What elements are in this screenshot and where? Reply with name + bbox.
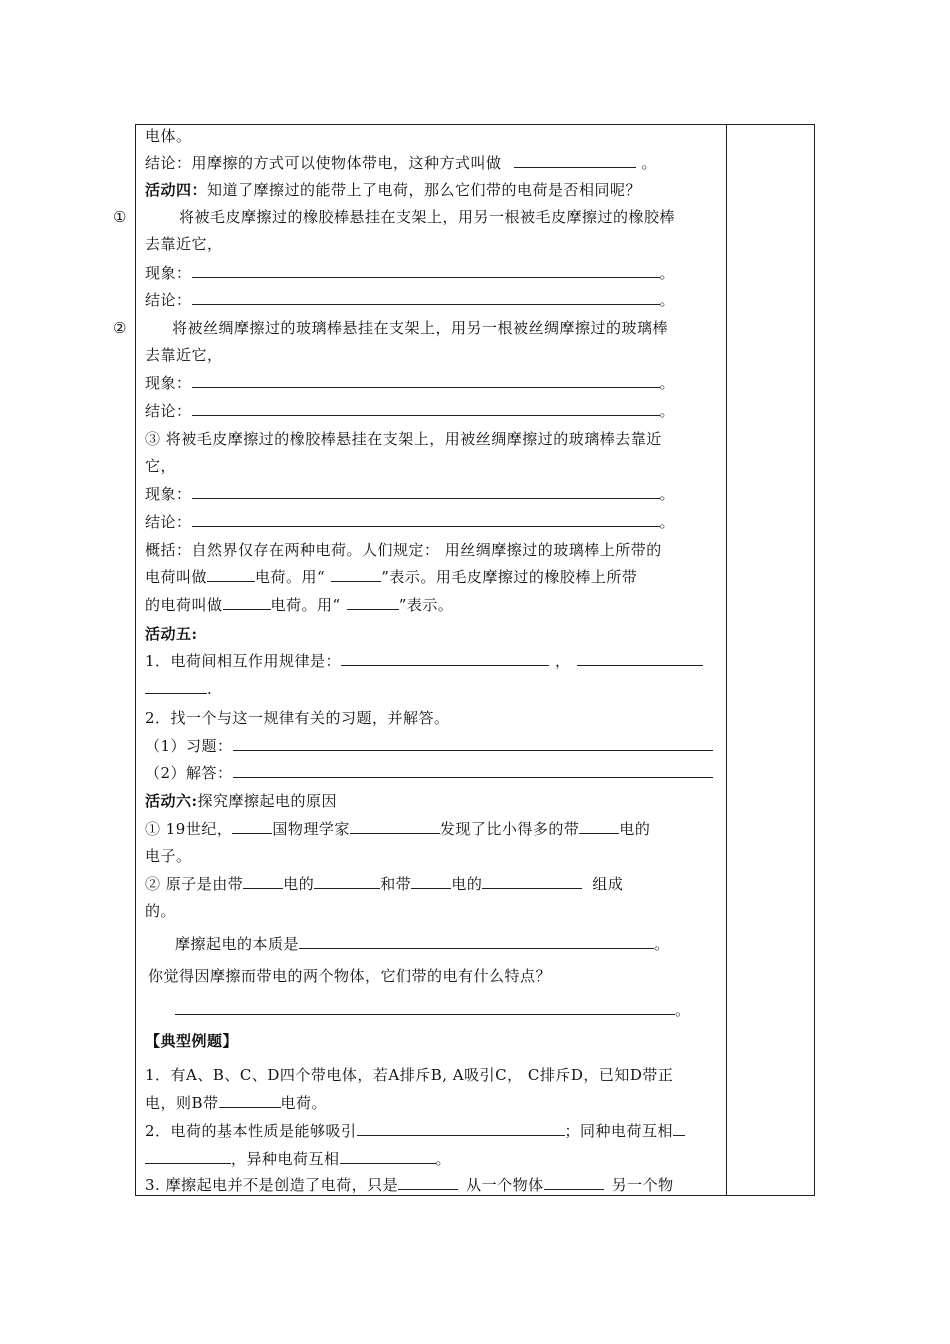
text: 电体。 bbox=[145, 127, 192, 145]
label: （2）解答： bbox=[145, 764, 233, 782]
text: ， bbox=[555, 652, 571, 670]
text-line bbox=[145, 819, 650, 839]
text: 组成 bbox=[592, 875, 624, 893]
example-line bbox=[145, 1093, 327, 1113]
phenomenon-line bbox=[145, 373, 675, 393]
label: 结论： bbox=[145, 291, 192, 309]
text: 你觉得因摩擦而带电的两个物体，它们带的电有什么特点？ bbox=[148, 967, 552, 985]
text: 去靠近它， bbox=[145, 346, 223, 364]
text: 结论：用摩擦的方式可以使物体带电，这种方式叫做 bbox=[145, 154, 502, 172]
answer-blank[interactable] bbox=[175, 1000, 675, 1015]
text: 电的 bbox=[283, 875, 315, 893]
answer-blank[interactable] bbox=[331, 567, 381, 582]
text: 另一个物 bbox=[611, 1176, 674, 1194]
answer-blank[interactable] bbox=[299, 934, 654, 949]
conclusion-line bbox=[145, 290, 675, 310]
answer-blank[interactable] bbox=[411, 874, 451, 889]
activity6-heading bbox=[145, 791, 337, 811]
text: 去靠近它， bbox=[145, 235, 223, 253]
text: 。 bbox=[659, 513, 676, 531]
text: 国物理学家 bbox=[272, 820, 350, 838]
text: 的。 bbox=[145, 902, 177, 920]
text: 电荷。 bbox=[280, 1094, 328, 1112]
label: 现象： bbox=[145, 485, 192, 503]
text: ③ 将被毛皮摩擦过的橡胶棒悬挂在支架上，用被丝绸摩擦过的玻璃棒去靠近 bbox=[145, 430, 662, 448]
text: 从一个物体 bbox=[466, 1176, 544, 1194]
example-line bbox=[145, 1175, 674, 1195]
example-line bbox=[145, 1065, 673, 1085]
activity5-heading: 活动五: bbox=[145, 625, 198, 643]
answer-blank[interactable] bbox=[145, 679, 207, 694]
rule-line bbox=[145, 679, 212, 699]
answer-blank[interactable] bbox=[482, 874, 582, 889]
text: 电的 bbox=[619, 820, 651, 838]
text-line bbox=[145, 429, 662, 449]
summary-line bbox=[145, 595, 453, 615]
label: 现象： bbox=[145, 374, 192, 392]
answer-blank[interactable] bbox=[192, 484, 660, 499]
text: ”表示。 bbox=[398, 596, 454, 614]
answer-blank[interactable] bbox=[145, 1149, 231, 1164]
answer-blank[interactable] bbox=[340, 1149, 436, 1164]
summary-line bbox=[145, 540, 662, 560]
answer-line bbox=[175, 1000, 691, 1020]
answer-blank[interactable] bbox=[233, 736, 713, 751]
phenomenon-line bbox=[145, 263, 675, 283]
text: 电，则B带 bbox=[145, 1094, 219, 1112]
summary-line bbox=[145, 567, 637, 587]
text: 电的 bbox=[451, 875, 483, 893]
text: 的电荷叫做 bbox=[145, 596, 223, 614]
circled-2-marker: ② bbox=[113, 319, 127, 337]
text-line bbox=[172, 318, 668, 338]
answer-blank[interactable] bbox=[341, 651, 549, 666]
circled-1-marker: ① bbox=[113, 208, 127, 226]
answer-blank[interactable] bbox=[544, 1175, 604, 1190]
text: 探究摩擦起电的原因 bbox=[197, 792, 338, 810]
conclusion-line bbox=[145, 401, 675, 421]
text-line bbox=[145, 874, 623, 894]
text: 1．电荷间相互作用规律是： bbox=[145, 652, 342, 670]
text-line bbox=[145, 456, 176, 476]
answer-blank[interactable] bbox=[233, 763, 713, 778]
text: ”表示。用毛皮摩擦过的橡胶棒上所带 bbox=[381, 568, 638, 586]
activity-title: 活动六: bbox=[145, 792, 198, 810]
text: 它， bbox=[145, 457, 177, 475]
activity4-heading bbox=[145, 180, 641, 200]
text: 。 bbox=[435, 1150, 452, 1168]
label: （1）习题： bbox=[145, 737, 233, 755]
answer-blank[interactable] bbox=[192, 263, 660, 278]
text: 。 bbox=[659, 485, 676, 503]
text: 概括：自然界仅存在两种电荷。人们规定： 用丝绸摩擦过的玻璃棒上所带的 bbox=[145, 541, 662, 559]
text: 电荷。用“ bbox=[255, 568, 326, 586]
column-divider bbox=[726, 124, 727, 1196]
text-line bbox=[145, 846, 192, 866]
text: 3. 摩擦起电并不是创造了电荷，只是 bbox=[145, 1176, 399, 1194]
text: 摩擦起电的本质是 bbox=[175, 935, 300, 953]
answer-blank[interactable] bbox=[579, 819, 619, 834]
phenomenon-line bbox=[145, 484, 675, 504]
answer-blank[interactable] bbox=[350, 819, 440, 834]
text-line bbox=[145, 234, 223, 254]
label: 现象： bbox=[145, 264, 192, 282]
answer-blank[interactable] bbox=[347, 595, 399, 610]
activity-title: 活动四： bbox=[145, 181, 208, 199]
label: 结论： bbox=[145, 402, 192, 420]
text: ② 原子是由带 bbox=[145, 875, 244, 893]
text: 将被丝绸摩擦过的玻璃棒悬挂在支架上，用另一根被丝绸摩擦过的玻璃棒 bbox=[172, 319, 669, 337]
answer-blank[interactable] bbox=[223, 595, 271, 610]
text: 。 bbox=[675, 1001, 691, 1019]
text: 。 bbox=[659, 264, 676, 282]
example-line bbox=[145, 1121, 685, 1141]
answer-blank[interactable] bbox=[577, 651, 703, 666]
text-line bbox=[145, 708, 450, 728]
text-line bbox=[145, 345, 223, 365]
text: . bbox=[207, 680, 213, 698]
text: ，异种电荷互相 bbox=[231, 1150, 340, 1168]
question-line bbox=[148, 966, 551, 986]
answer-blank[interactable] bbox=[192, 373, 660, 388]
examples-heading: 【典型例题】 bbox=[145, 1032, 239, 1050]
exercise-line bbox=[145, 736, 713, 756]
answer-blank[interactable] bbox=[232, 819, 272, 834]
label: 结论： bbox=[145, 513, 192, 531]
text-line bbox=[145, 901, 176, 921]
text: 1．有A、B、C、D四个带电体，若A排斥B, A吸引C， C排斥D，已知D带正 bbox=[145, 1066, 674, 1084]
answer-blank[interactable] bbox=[514, 153, 636, 168]
answer-blank[interactable] bbox=[243, 874, 283, 889]
text: 电荷。用“ bbox=[270, 596, 341, 614]
answer-blank[interactable] bbox=[314, 874, 380, 889]
answer-blank[interactable] bbox=[192, 290, 660, 305]
answer-blank[interactable] bbox=[398, 1175, 458, 1190]
text: 。 bbox=[654, 935, 670, 953]
text: 电荷叫做 bbox=[145, 568, 208, 586]
answer-blank[interactable] bbox=[673, 1121, 685, 1136]
answer-blank[interactable] bbox=[219, 1093, 281, 1108]
answer-blank[interactable] bbox=[207, 567, 255, 582]
text-line bbox=[145, 126, 192, 146]
answer-line bbox=[145, 763, 713, 783]
text: 。 bbox=[659, 291, 676, 309]
text: ；同种电荷互相 bbox=[564, 1122, 674, 1140]
text: 知道了摩擦过的能带上了电荷，那么它们带的电荷是否相同呢？ bbox=[207, 181, 642, 199]
text: 2．找一个与这一规律有关的习题，并解答。 bbox=[145, 709, 450, 727]
text: 2．电荷的基本性质是能够吸引 bbox=[145, 1122, 357, 1140]
conclusion-line bbox=[145, 153, 657, 173]
text: 。 bbox=[641, 154, 658, 172]
text-line bbox=[175, 934, 670, 954]
text: 。 bbox=[659, 374, 676, 392]
answer-blank[interactable] bbox=[192, 401, 660, 416]
text: 和带 bbox=[380, 875, 412, 893]
text: 电子。 bbox=[145, 847, 192, 865]
answer-blank[interactable] bbox=[357, 1121, 565, 1136]
example-line bbox=[145, 1149, 451, 1169]
text: ① 19世纪， bbox=[145, 820, 233, 838]
text: 。 bbox=[659, 402, 676, 420]
text-line bbox=[145, 207, 675, 227]
rule-line bbox=[145, 651, 703, 671]
answer-blank[interactable] bbox=[192, 512, 660, 527]
conclusion-line bbox=[145, 512, 675, 532]
text: 将被毛皮摩擦过的橡胶棒悬挂在支架上，用另一根被毛皮摩擦过的橡胶棒 bbox=[179, 208, 676, 226]
text: 发现了比小得多的带 bbox=[439, 820, 580, 838]
